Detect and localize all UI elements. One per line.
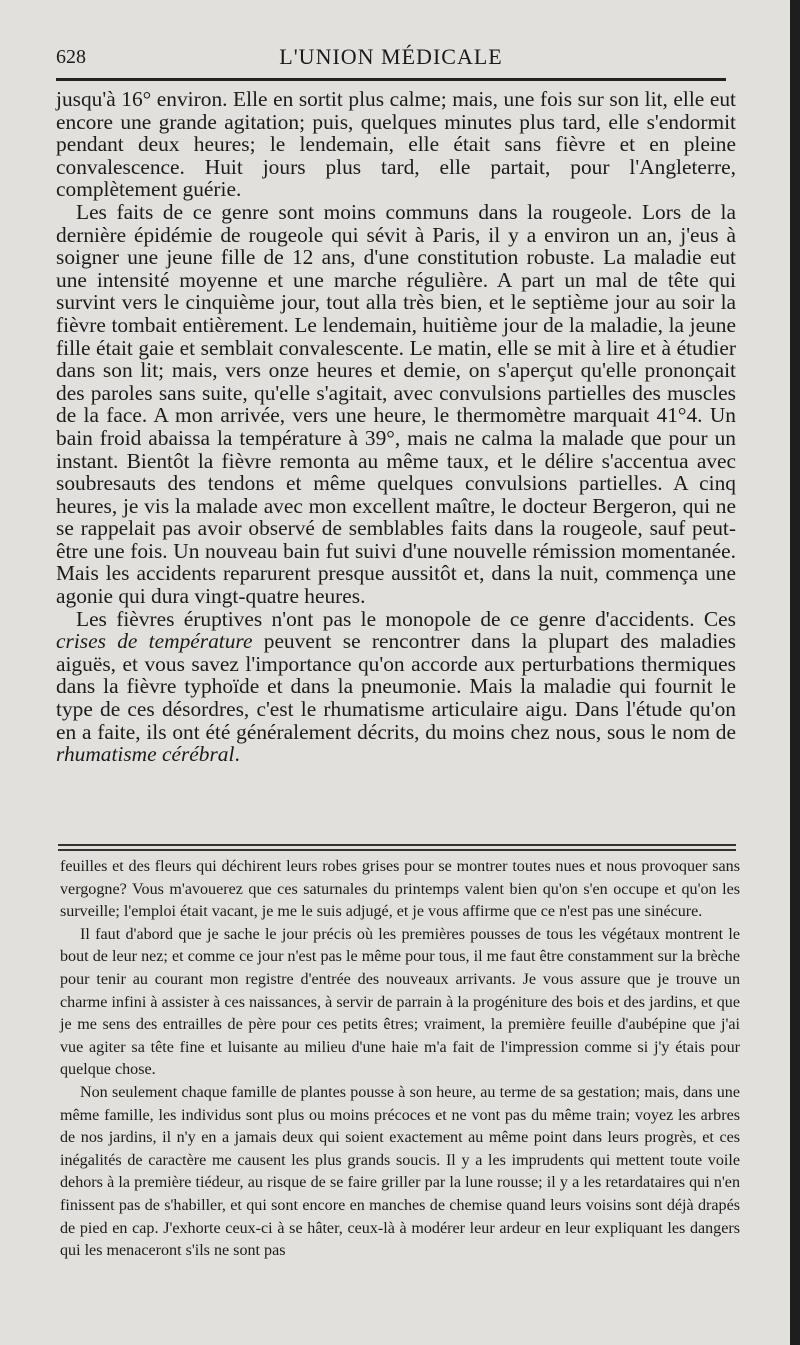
header-rule bbox=[56, 78, 726, 81]
running-head: L'UNION MÉDICALE bbox=[279, 44, 503, 69]
italic-phrase: crises de température bbox=[56, 629, 253, 654]
feuilleton-rule-bottom bbox=[58, 849, 736, 851]
italic-phrase-2: rhumatisme cérébral bbox=[56, 742, 235, 767]
paragraph-3-end: . bbox=[234, 742, 240, 767]
page-edge bbox=[790, 0, 800, 1345]
paragraph-2: Les faits de ce genre sont moins communs dans la rougeole. Lors de la dernière épidémie de rougeole qui sévit à Paris, il y a environ un an, j'eus à soigner une jeune fille de 12 ans, d'une constitution robuste. La maladie eut une intensité moyenne et une marche régulière. A part un mal de tête qui survint vers le cinquième jour, tout alla très bien, et le septième jour au soir la fièvre tombait entièrement. Le lendemain, huitième jour de la maladie, la jeune fille était gaie et semblait convalescente. Le matin, elle se mit à lire et à étudier dans son lit; mais, vers onze heures et demie, on s'aperçut qu'elle prononçait des paroles sans suite, qu'elle s'agitait, avec convulsions partielles des muscles de la face. A mon arrivée, vers une heure, le thermomètre marquait 41°4. Un bain froid abaissa la température à 39°, mais ne calma la malade que pour un instant. Bientôt la fièvre remonta au même taux, et le délire s'accentua avec soubresauts des tendons et même quelques convulsions partielles. A cinq heures, je vis la malade avec mon excellent maître, le docteur Bergeron, qui ne se rappelait pas avoir observé de semblables faits dans la rougeole, sauf peut-être une fois. Un nouveau bain fut suivi d'une nouvelle rémission momentanée. Mais les accidents reparurent presque aussitôt et, dans la nuit, commença une agonie qui dura vingt-quatre heures. bbox=[56, 199, 736, 609]
paragraph-3 bbox=[56, 608, 736, 766]
page-header bbox=[56, 44, 726, 78]
feuilleton-rule-top bbox=[58, 844, 736, 846]
feuilleton-paragraph-2: Il faut d'abord que je sache le jour précis où les premières pousses de tous les végétaux montrent le bout de leur nez; et comme ce jour n'est pas le même pour tous, il me faut être constamment sur la brèche pour tenir au courant mon registre d'entrée des nouveaux arrivants. Je vous assure que je trouve un charme infini à assister à ces naissances, à servir de parrain à la progéniture des bois et des jardins, et que je me sens des entrailles de père pour ces petits êtres; vraiment, la première feuille d'aubépine que j'ai vue agiter sa tête fine et luisante au milieu d'une haie m'a fait de l'impression comme si j'y étais pour quelque chose. bbox=[60, 925, 740, 1079]
paragraph-1: jusqu'à 16° environ. Elle en sortit plus calme; mais, une fois sur son lit, elle eut encore une grande agitation; puis, quelques minutes plus tard, elle s'endormit pendant deux heures; le lendemain, elle était sans fièvre et en pleine convalescence. Huit jours plus tard, elle partait, pour l'Angleterre, complètement guérie. bbox=[56, 87, 736, 202]
feuilleton-paragraph-1: feuilles et des fleurs qui déchirent leurs robes grises pour se montrer toutes nues et nous provoquer sans vergogne? Vous m'avouerez que ces saturnales du printemps valent bien qu'on s'en occupe et qu'on les surveille; l'emploi était vacant, je me le suis adjugé, et je vous affirme que ce n'est pas une sinécure. bbox=[60, 858, 740, 921]
paragraph-3-text: Les fièvres éruptives n'ont pas le monopole de ce genre d'accidents. Ces bbox=[76, 606, 736, 631]
feuilleton-text bbox=[60, 856, 740, 1263]
feuilleton-paragraph-3: Non seulement chaque famille de plantes pousse à son heure, au terme de sa gestation; mais, dans une même famille, les individus sont plus ou moins précoces et ne vont pas du même train; voyez les arbres de nos jardins, il n'y en a jamais deux qui soient exactement au même point dans leurs progrès, et ces inégalités de caractère me causent les plus grands soucis. Il y a les imprudents qui mettent toute voile dehors à la première tiédeur, au risque de se faire griller par la lune rousse; il y a les retardataires qui n'en finissent pas de s'habiller, et qui sont encore en manches de chemise quand leurs voisins sont déjà drapés de pied en cap. J'exhorte ceux-ci à se hâter, ceux-là à modérer leur ardeur en leur expliquant les dangers qui les menaceront s'ils ne sont pas bbox=[60, 1083, 740, 1260]
page-number: 628 bbox=[56, 46, 86, 68]
main-text bbox=[56, 88, 736, 766]
paragraph-3-text-2: peuvent se rencontrer dans la plupart des maladies aiguës, et vous savez l'importance qu'on accorde aux perturbations thermiques dans la fièvre typhoïde et dans la pneumonie. Mais la maladie qui fournit le type de ces désordres, c'est le rhumatisme articulaire aigu. Dans l'étude qu'on en a faite, ils ont été généralement décrits, du moins chez nous, sous le nom de bbox=[56, 629, 736, 744]
